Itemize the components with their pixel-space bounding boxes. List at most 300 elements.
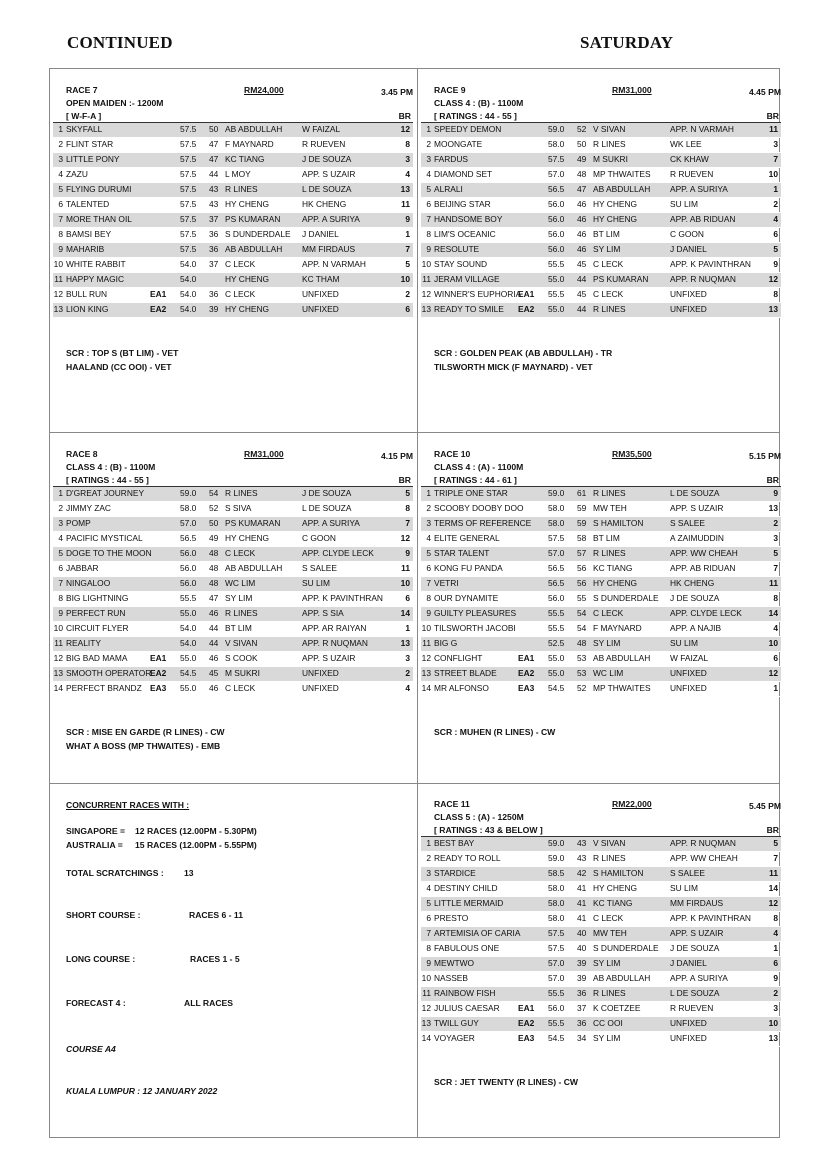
barrier-header: BR [398, 111, 411, 121]
trainer: J DANIEL [302, 229, 339, 239]
runner-number: 4 [426, 533, 431, 543]
horse-name: WINNER'S EUPHORIA [434, 289, 522, 299]
trainer: APP. R NUQMAN [302, 638, 368, 648]
column-divider [417, 68, 418, 1138]
rating: 47 [577, 184, 587, 194]
weight: 58.0 [548, 139, 565, 149]
rating: 36 [209, 229, 219, 239]
runner-number: 5 [58, 184, 63, 194]
trainer: R RUEVEN [670, 169, 714, 179]
barrier: 10 [768, 1018, 778, 1028]
trainer: W FAIZAL [670, 653, 709, 663]
rating: 49 [577, 154, 587, 164]
rating: 39 [577, 958, 587, 968]
runner-row [53, 273, 413, 288]
weight: 56.0 [548, 199, 565, 209]
horse-name: PRESTO [434, 913, 469, 923]
race-panel [421, 797, 781, 1089]
concurrent-heading: CONCURRENT RACES WITH : [66, 800, 190, 810]
horse-name: ZAZU [66, 169, 88, 179]
venue-date: KUALA LUMPUR : 12 JANUARY 2022 [66, 1086, 218, 1096]
jockey: KC TIANG [593, 898, 633, 908]
runner-row [53, 168, 413, 183]
race-class: CLASS 4 : (A) - 1100M [434, 462, 524, 472]
rating: 46 [209, 653, 219, 663]
rating: 39 [577, 973, 587, 983]
race-panel [421, 447, 781, 739]
weight: 56.5 [548, 578, 565, 588]
weight: 55.5 [180, 593, 197, 603]
rating: 47 [209, 154, 219, 164]
rating: 59 [577, 518, 587, 528]
horse-name: NINGALOO [66, 578, 111, 588]
rating: 48 [209, 563, 219, 573]
rating: 40 [577, 943, 587, 953]
rating: 44 [209, 623, 219, 633]
spacer [421, 697, 781, 725]
runner-row [421, 153, 781, 168]
runner-number: 2 [426, 853, 431, 863]
trainer: UNFIXED [302, 289, 339, 299]
runner-number: 7 [426, 214, 431, 224]
horse-name: CONFLIGHT [434, 653, 483, 663]
horse-name: STARDICE [434, 868, 476, 878]
race-class: CLASS 5 : (A) - 1250M [434, 812, 524, 822]
horse-name: STAR TALENT [434, 548, 490, 558]
race-rating [421, 110, 781, 123]
trainer: L DE SOUZA [670, 988, 720, 998]
barrier: 8 [405, 139, 410, 149]
race-purse: RM24,000 [244, 85, 284, 95]
rating: 57 [577, 548, 587, 558]
runner-row [421, 213, 781, 228]
barrier: 3 [773, 1003, 778, 1013]
race-rating [53, 474, 413, 487]
race-header [421, 83, 781, 97]
jockey: M SUKRI [225, 668, 260, 678]
weight: 56.5 [548, 184, 565, 194]
trainer: CK KHAW [670, 154, 709, 164]
barrier: 11 [401, 199, 410, 209]
horse-name: JERAM VILLAGE [434, 274, 500, 284]
trainer: R RUEVEN [670, 1003, 714, 1013]
runner-row [53, 547, 413, 562]
forecast-value: ALL RACES [184, 998, 234, 1008]
trainer: J DE SOUZA [670, 943, 720, 953]
jockey: M SUKRI [593, 154, 628, 164]
weight: 56.0 [548, 214, 565, 224]
race-title: RACE 7 [66, 85, 98, 95]
rating: 54 [577, 608, 587, 618]
rating: 44 [577, 274, 587, 284]
runner-number: 7 [58, 214, 63, 224]
trainer: APP. R NUQMAN [670, 274, 736, 284]
trainer: SU LIM [670, 638, 698, 648]
runner-number: 7 [58, 578, 63, 588]
scratching-line: WHAT A BOSS (MP THWAITES) - EMB [66, 741, 221, 751]
rating: 39 [209, 304, 219, 314]
jockey: C LECK [225, 548, 256, 558]
runner-number: 3 [58, 518, 63, 528]
weight: 54.5 [548, 683, 565, 693]
trainer: APP. A SURIYA [302, 214, 360, 224]
rating: 52 [577, 683, 587, 693]
weight: 54.0 [180, 274, 197, 284]
jockey: MP THWAITES [593, 683, 651, 693]
runner-number: 14 [421, 1033, 431, 1043]
singapore-label: SINGAPORE = [66, 826, 125, 836]
jockey: AB ABDULLAH [593, 184, 651, 194]
trainer: J DANIEL [670, 244, 707, 254]
runner-number: 14 [53, 683, 63, 693]
barrier: 3 [773, 533, 778, 543]
rating: 50 [209, 124, 219, 134]
barrier: 10 [400, 274, 410, 284]
trainer: SU LIM [670, 199, 698, 209]
emergency-acceptor: EA2 [518, 668, 535, 678]
jockey: SY LIM [225, 593, 253, 603]
rating: 45 [577, 259, 587, 269]
race-header [421, 797, 781, 811]
long-course-label: LONG COURSE : [66, 954, 136, 964]
barrier: 5 [773, 838, 778, 848]
runner-number: 8 [58, 229, 63, 239]
runner-number: 3 [426, 868, 431, 878]
runner-number: 4 [58, 169, 63, 179]
weight: 57.5 [180, 124, 197, 134]
runner-number: 2 [426, 503, 431, 513]
jockey: S DUNDERDALE [593, 593, 659, 603]
trainer: APP. AB RIDUAN [670, 214, 736, 224]
race-rating [421, 824, 781, 837]
jockey: HY CHENG [225, 533, 270, 543]
barrier: 9 [773, 973, 778, 983]
barrier: 2 [405, 668, 410, 678]
trainer: APP. K PAVINTHRAN [670, 259, 751, 269]
barrier: 8 [773, 913, 778, 923]
horse-name: SKYFALL [66, 124, 103, 134]
rating: 54 [577, 623, 587, 633]
trainer: APP. CLYDE LECK [670, 608, 742, 618]
barrier: 12 [400, 124, 410, 134]
barrier: 7 [405, 244, 410, 254]
barrier: 13 [400, 638, 410, 648]
runner-row [421, 882, 781, 897]
horse-name: BULL RUN [66, 289, 108, 299]
jockey: C LECK [225, 683, 256, 693]
rating: 43 [577, 838, 587, 848]
runner-row [421, 138, 781, 153]
trainer: MM FIRDAUS [670, 898, 724, 908]
horse-name: PERFECT RUN [66, 608, 126, 618]
runner-number: 13 [421, 668, 431, 678]
weight: 55.5 [548, 1018, 565, 1028]
barrier-header: BR [766, 475, 779, 485]
weight: 59.0 [548, 124, 565, 134]
barrier: 7 [773, 154, 778, 164]
weight: 54.5 [180, 668, 197, 678]
jockey: S DUNDERDALE [225, 229, 291, 239]
runner-row [421, 562, 781, 577]
jockey: R LINES [593, 988, 626, 998]
jockey: C LECK [225, 289, 256, 299]
runner-number: 9 [426, 608, 431, 618]
trainer: UNFIXED [302, 304, 339, 314]
trainer: UNFIXED [302, 683, 339, 693]
weight: 57.5 [180, 154, 197, 164]
weight: 55.0 [548, 304, 565, 314]
emergency-acceptor: EA1 [150, 653, 167, 663]
runner-row [421, 652, 781, 667]
trainer: J DE SOUZA [302, 154, 352, 164]
horse-name: SMOOTH OPERATOR [66, 668, 152, 678]
trainer: APP. A SURIYA [670, 973, 728, 983]
spacer [421, 318, 781, 346]
runner-row [421, 577, 781, 592]
rating: 48 [577, 638, 587, 648]
barrier: 13 [768, 1033, 778, 1043]
jockey: HY CHENG [593, 578, 638, 588]
barrier: 13 [768, 503, 778, 513]
trainer: R RUEVEN [302, 139, 346, 149]
horse-name: ALRALI [434, 184, 463, 194]
runner-row [421, 288, 781, 303]
runner-row [53, 637, 413, 652]
barrier: 6 [773, 229, 778, 239]
weight: 58.0 [548, 898, 565, 908]
trainer: SU LIM [302, 578, 330, 588]
horse-name: TRIPLE ONE STAR [434, 488, 508, 498]
race-time: 4.15 PM [380, 451, 413, 461]
runner-number: 12 [53, 653, 63, 663]
runner-number: 11 [422, 988, 431, 998]
scratching-line: TILSWORTH MICK (F MAYNARD) - VET [434, 362, 593, 372]
trainer: C GOON [302, 533, 336, 543]
runner-row [53, 213, 413, 228]
runner-row [421, 303, 781, 318]
race-title: RACE 8 [66, 449, 98, 459]
barrier: 4 [773, 214, 778, 224]
runner-row [53, 288, 413, 303]
runner-number: 9 [58, 244, 63, 254]
runner-row [53, 502, 413, 517]
jockey: R LINES [593, 548, 626, 558]
jockey: MW TEH [593, 503, 627, 513]
trainer: C GOON [670, 229, 704, 239]
weight: 57.0 [180, 518, 197, 528]
rating: 53 [577, 653, 587, 663]
runner-row [421, 897, 781, 912]
page-header-left: CONTINUED [67, 33, 173, 52]
jockey: K COETZEE [593, 1003, 641, 1013]
emergency-acceptor: EA1 [518, 289, 535, 299]
barrier: 8 [773, 593, 778, 603]
barrier: 8 [773, 289, 778, 299]
barrier: 13 [400, 184, 410, 194]
horse-name: LIM'S OCEANIC [434, 229, 496, 239]
trainer: WK LEE [670, 139, 702, 149]
barrier: 2 [773, 988, 778, 998]
trainer: APP. AB RIDUAN [670, 563, 736, 573]
rating: 36 [209, 289, 219, 299]
runner-row [421, 957, 781, 972]
runner-row [421, 637, 781, 652]
barrier: 3 [405, 154, 410, 164]
weight: 56.5 [548, 563, 565, 573]
weight: 57.5 [548, 943, 565, 953]
rating: 43 [209, 184, 219, 194]
race-class: CLASS 4 : (B) - 1100M [434, 98, 524, 108]
weight: 57.5 [548, 154, 565, 164]
rating: 46 [209, 608, 219, 618]
rating: 59 [577, 503, 587, 513]
trainer: J DANIEL [670, 958, 707, 968]
horse-name: BIG G [434, 638, 458, 648]
trainer: APP. S UZAIR [670, 928, 724, 938]
runner-number: 5 [426, 184, 431, 194]
runner-number: 9 [58, 608, 63, 618]
jockey: BT LIM [593, 533, 620, 543]
runner-row [421, 867, 781, 882]
race-time: 4.45 PM [748, 87, 781, 97]
weight: 55.5 [548, 623, 565, 633]
barrier-header: BR [766, 111, 779, 121]
rating: 36 [577, 1018, 587, 1028]
jockey: HY CHENG [225, 274, 270, 284]
horse-name: FLYING DURUMI [66, 184, 132, 194]
rating: 48 [209, 548, 219, 558]
jockey: S HAMILTON [593, 868, 644, 878]
race-time: 5.15 PM [748, 451, 781, 461]
runner-number: 1 [58, 488, 63, 498]
emergency-acceptor: EA2 [150, 668, 167, 678]
weight: 57.5 [548, 533, 565, 543]
trainer: APP. WW CHEAH [670, 548, 738, 558]
jockey: KC TIANG [593, 563, 633, 573]
jockey: BT LIM [225, 623, 252, 633]
jockey: R LINES [593, 853, 626, 863]
weight: 57.5 [180, 184, 197, 194]
runner-number: 4 [58, 533, 63, 543]
horse-name: STREET BLADE [434, 668, 497, 678]
trainer: APP. K PAVINTHRAN [302, 593, 383, 603]
barrier: 10 [400, 578, 410, 588]
jockey: PS KUMARAN [225, 214, 281, 224]
weight: 55.0 [180, 683, 197, 693]
runner-row [421, 258, 781, 273]
weight: 56.0 [548, 229, 565, 239]
runner-row [421, 1017, 781, 1032]
jockey: CC OOI [593, 1018, 623, 1028]
barrier: 5 [773, 548, 778, 558]
rating: 46 [577, 244, 587, 254]
runner-row [421, 183, 781, 198]
horse-name: WHITE RABBIT [66, 259, 126, 269]
rating-text: [ RATINGS : 43 & BELOW ] [434, 825, 543, 835]
runner-number: 10 [421, 259, 431, 269]
horse-name: BEIJING STAR [434, 199, 491, 209]
runner-row [421, 667, 781, 682]
horse-name: BIG BAD MAMA [66, 653, 128, 663]
jockey: PS KUMARAN [225, 518, 281, 528]
runner-row [53, 607, 413, 622]
emergency-acceptor: EA2 [150, 304, 167, 314]
rating: 37 [209, 259, 219, 269]
horse-name: VETRI [434, 578, 459, 588]
runner-number: 14 [421, 683, 431, 693]
jockey: V SIVAN [225, 638, 258, 648]
jockey: PS KUMARAN [593, 274, 649, 284]
scratching-line: SCR : JET TWENTY (R LINES) - CW [434, 1077, 579, 1087]
weight: 55.0 [180, 608, 197, 618]
runner-row [421, 168, 781, 183]
jockey: S COOK [225, 653, 258, 663]
barrier: 10 [768, 169, 778, 179]
runner-row [53, 258, 413, 273]
spacer [53, 697, 413, 725]
rating: 44 [209, 169, 219, 179]
horse-name: MR ALFONSO [434, 683, 489, 693]
barrier: 8 [405, 503, 410, 513]
runner-row [53, 622, 413, 637]
horse-name: ARTEMISIA OF CARIA [434, 928, 521, 938]
barrier: 12 [768, 668, 778, 678]
jockey: HY CHENG [593, 214, 638, 224]
horse-name: LITTLE PONY [66, 154, 120, 164]
barrier: 9 [405, 548, 410, 558]
weight: 57.5 [548, 928, 565, 938]
runner-row [421, 837, 781, 852]
weight: 55.0 [548, 274, 565, 284]
rating: 46 [577, 229, 587, 239]
runner-number: 8 [426, 229, 431, 239]
barrier: 1 [773, 683, 778, 693]
barrier: 14 [400, 608, 410, 618]
barrier: 12 [768, 898, 778, 908]
weight: 57.5 [180, 214, 197, 224]
trainer: J DE SOUZA [670, 593, 720, 603]
rating: 41 [577, 913, 587, 923]
runner-row [53, 562, 413, 577]
runner-row [421, 682, 781, 697]
trainer: APP. S SIA [302, 608, 344, 618]
trainer: APP. A SURIYA [670, 184, 728, 194]
runner-row [53, 487, 413, 502]
jockey: HY CHENG [225, 304, 270, 314]
horse-name: HAPPY MAGIC [66, 274, 125, 284]
runner-number: 2 [58, 139, 63, 149]
rating: 45 [209, 668, 219, 678]
weight: 57.5 [180, 229, 197, 239]
runner-row [53, 153, 413, 168]
jockey: R LINES [225, 608, 258, 618]
runner-row [421, 198, 781, 213]
jockey: SY LIM [593, 1033, 621, 1043]
rating: 52 [577, 124, 587, 134]
jockey: MP THWAITES [593, 169, 651, 179]
race-purse: RM31,000 [244, 449, 284, 459]
trainer: APP. CLYDE LECK [302, 548, 374, 558]
row-divider [49, 432, 780, 433]
trainer: APP. A SURIYA [302, 518, 360, 528]
trainer: L DE SOUZA [302, 184, 352, 194]
race-purse: RM22,000 [612, 799, 652, 809]
rating: 47 [209, 139, 219, 149]
trainer: L DE SOUZA [302, 503, 352, 513]
jockey: C LECK [593, 913, 624, 923]
weight: 58.0 [548, 883, 565, 893]
jockey: C LECK [593, 289, 624, 299]
